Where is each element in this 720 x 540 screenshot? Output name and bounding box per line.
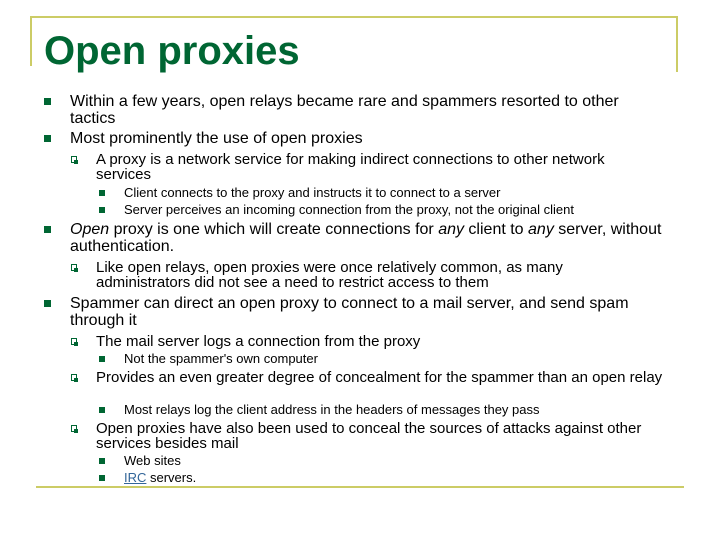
emphasis-text: Open — [70, 221, 110, 238]
hollow-square-bullet-icon — [71, 374, 77, 381]
bullet-item: Within a few years, open relays became rare and spammers resorted to other tactics — [70, 93, 619, 127]
sub-sub-bullet-item: Most relays log the client address in the headers of messages they pass — [124, 402, 540, 417]
irc-link[interactable]: IRC — [124, 470, 147, 485]
bullet-item — [70, 221, 685, 255]
text-run: servers. — [146, 470, 197, 485]
sub-sub-bullet-item: Not the spammer's own computer — [124, 351, 318, 366]
square-bullet-icon — [44, 300, 51, 307]
slide-frame-right — [676, 16, 678, 72]
square-bullet-icon — [99, 458, 105, 464]
sub-bullet-item: Provides an even greater degree of concealment for the spammer than an open relay — [96, 369, 663, 386]
slide-frame-bottom — [36, 486, 684, 488]
square-bullet-icon — [99, 356, 105, 362]
sub-sub-bullet-item — [124, 471, 664, 485]
sub-sub-bullet-item: Client connects to the proxy and instructs it to connect to a server — [124, 185, 501, 200]
square-bullet-icon — [99, 475, 105, 481]
hollow-square-bullet-icon — [71, 264, 77, 271]
slide-title: Open proxies — [44, 29, 300, 73]
bullet-item: Most prominently the use of open proxies — [70, 130, 363, 147]
slide-frame-left — [30, 16, 32, 66]
sub-bullet-item: The mail server logs a connection from the proxy — [96, 333, 421, 350]
emphasis-text: any — [438, 221, 464, 238]
square-bullet-icon — [99, 207, 105, 213]
sub-bullet-item: Open proxies have also been used to conceal the sources of attacks against other services besides mail — [96, 420, 642, 452]
square-bullet-icon — [99, 190, 105, 196]
text-run: server, without authentication. — [70, 221, 662, 255]
square-bullet-icon — [44, 226, 51, 233]
sub-bullet-item: A proxy is a network service for making indirect connections to other network services — [96, 151, 605, 183]
hollow-square-bullet-icon — [71, 156, 77, 163]
text-run: proxy is one which will create connections for — [109, 221, 439, 238]
hollow-square-bullet-icon — [71, 425, 77, 432]
text-run: client to — [463, 221, 529, 238]
bullet-item: Spammer can direct an open proxy to connect to a mail server, and send spam through it — [70, 295, 629, 329]
slide-frame-top — [30, 16, 678, 18]
square-bullet-icon — [44, 135, 51, 142]
square-bullet-icon — [99, 407, 105, 413]
sub-bullet-item: Like open relays, open proxies were once relatively common, as many administrators did not see a need to restrict access to them — [96, 259, 563, 291]
sub-sub-bullet-item: Web sites — [124, 453, 181, 468]
hollow-square-bullet-icon — [71, 338, 77, 345]
sub-sub-bullet-item: Server perceives an incoming connection from the proxy, not the original client — [124, 202, 574, 217]
square-bullet-icon — [44, 98, 51, 105]
emphasis-text: any — [528, 221, 554, 238]
